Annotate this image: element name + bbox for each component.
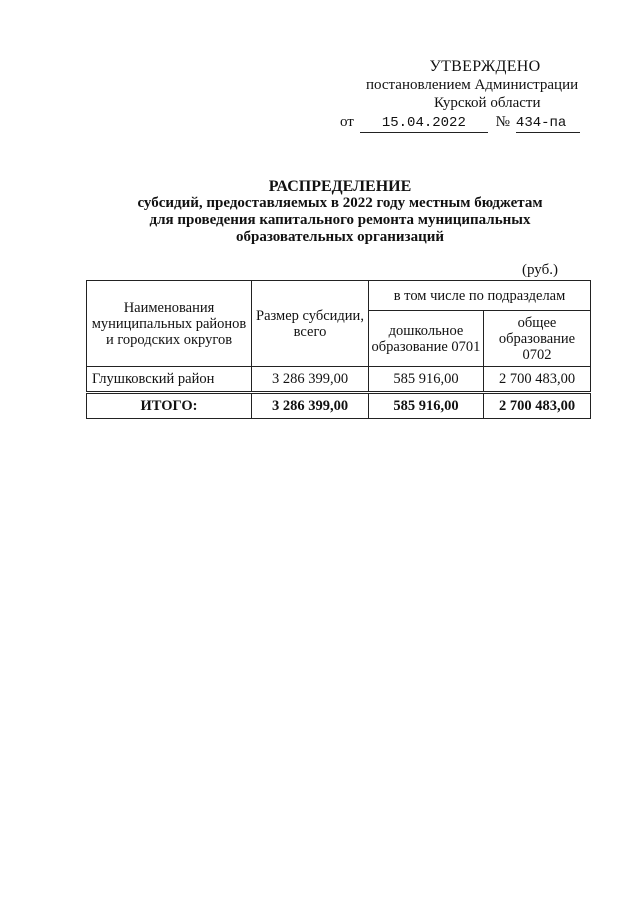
header-preschool: дошкольное образование 0701: [369, 311, 484, 367]
date-label: от: [340, 114, 354, 130]
header-name: Наименования муниципальных районов и городских округов: [87, 281, 252, 367]
heading-line-3: образовательных организаций: [236, 229, 444, 245]
totals-label: ИТОГО:: [87, 393, 252, 419]
row-preschool: 585 916,00: [369, 367, 484, 393]
table-row: [87, 367, 591, 393]
totals-total: 3 286 399,00: [252, 393, 369, 419]
approval-date: 15.04.2022: [360, 114, 488, 133]
unit-label: (руб.): [522, 262, 558, 278]
totals-preschool: 585 916,00: [369, 393, 484, 419]
heading-line-2: для проведения капитального ремонта муниципальных: [149, 212, 531, 228]
number-label: №: [495, 114, 510, 130]
approval-date-line: [340, 113, 590, 133]
approval-number: 434-па: [516, 114, 580, 133]
header-general: общее образование 0702: [484, 311, 591, 367]
document-title: РАСПРЕДЕЛЕНИЕ: [268, 178, 412, 195]
approval-stamp: [340, 58, 590, 133]
approval-region: Курской области: [434, 95, 541, 111]
totals-general: 2 700 483,00: [484, 393, 591, 419]
heading-line-1: субсидий, предоставляемых в 2022 году местным бюджетам: [137, 195, 543, 211]
header-group: в том числе по подразделам: [369, 281, 591, 311]
row-general: 2 700 483,00: [484, 367, 591, 393]
row-name: Глушковский район: [87, 367, 252, 393]
totals-row: [87, 393, 591, 419]
approval-title: УТВЕРЖДЕНО: [429, 58, 541, 75]
approval-issuer: постановлением Администрации: [366, 77, 579, 93]
subsidy-table: [86, 280, 591, 419]
header-total: Размер субсидии, всего: [252, 281, 369, 367]
row-total: 3 286 399,00: [252, 367, 369, 393]
document-heading: [90, 178, 590, 246]
